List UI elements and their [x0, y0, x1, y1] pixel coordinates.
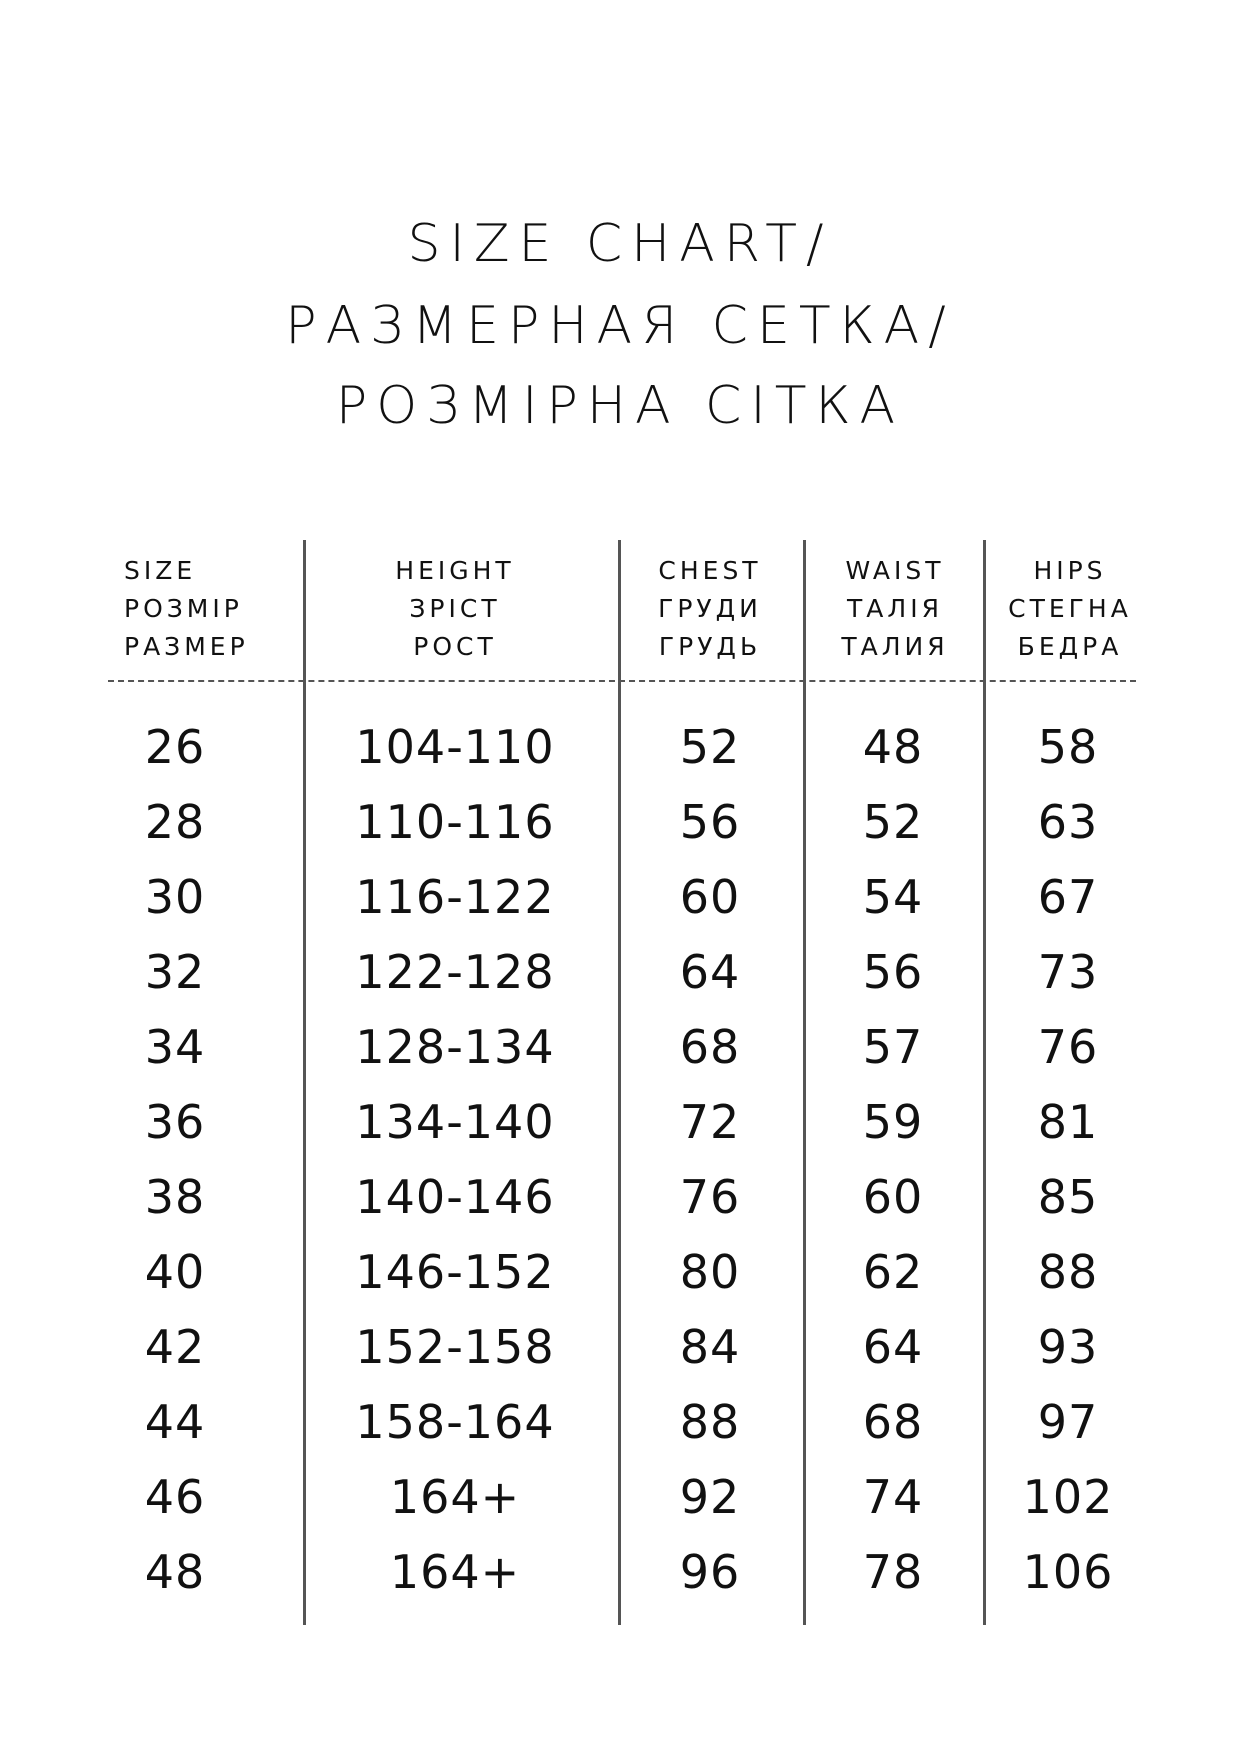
column-divider	[618, 540, 621, 1625]
cell-hips: 81	[1037, 1095, 1099, 1149]
cell-hips: 97	[1037, 1395, 1099, 1449]
cell-waist: 68	[862, 1395, 924, 1449]
header-waist	[815, 552, 975, 666]
cell-hips: 58	[1037, 720, 1099, 774]
cell-size: 42	[144, 1320, 206, 1374]
cell-waist: 59	[862, 1095, 924, 1149]
header-chest-en: CHEST	[658, 556, 762, 585]
cell-waist: 48	[862, 720, 924, 774]
cell-chest: 88	[679, 1395, 741, 1449]
column-divider	[983, 540, 986, 1625]
header-size-en: SIZE	[124, 556, 197, 585]
title-line-english: SIZE CHART/	[407, 214, 833, 274]
cell-chest: 92	[679, 1470, 741, 1524]
header-hips-en: HIPS	[1033, 556, 1107, 585]
cell-hips: 67	[1037, 870, 1099, 924]
cell-size: 48	[144, 1545, 206, 1599]
cell-chest: 60	[679, 870, 741, 924]
cell-hips: 85	[1037, 1170, 1099, 1224]
cell-waist: 60	[862, 1170, 924, 1224]
cell-hips: 73	[1037, 945, 1099, 999]
header-waist-ru: ТАЛИЯ	[841, 632, 949, 661]
header-hips-ru: БЕДРА	[1017, 632, 1123, 661]
cell-chest: 64	[679, 945, 741, 999]
header-size-uk: РОЗМІР	[124, 594, 243, 623]
header-height-en: HEIGHT	[395, 556, 515, 585]
header-hips-uk: СТЕГНА	[1008, 594, 1132, 623]
cell-height: 158-164	[355, 1395, 555, 1449]
cell-height: 134-140	[355, 1095, 555, 1149]
cell-size: 26	[144, 720, 206, 774]
cell-hips: 63	[1037, 795, 1099, 849]
cell-hips: 76	[1037, 1020, 1099, 1074]
cell-size: 40	[144, 1245, 206, 1299]
cell-chest: 84	[679, 1320, 741, 1374]
header-waist-uk: ТАЛІЯ	[847, 594, 943, 623]
header-chest-ru: ГРУДЬ	[658, 632, 762, 661]
cell-waist: 54	[862, 870, 924, 924]
cell-size: 36	[144, 1095, 206, 1149]
header-height-uk: ЗРІСТ	[409, 594, 501, 623]
cell-waist: 64	[862, 1320, 924, 1374]
title-line-ukrainian: РОЗМІРНА СІТКА	[335, 376, 905, 436]
cell-size: 32	[144, 945, 206, 999]
cell-chest: 72	[679, 1095, 741, 1149]
cell-chest: 68	[679, 1020, 741, 1074]
header-divider	[108, 680, 1136, 682]
cell-height: 146-152	[355, 1245, 555, 1299]
cell-waist: 78	[862, 1545, 924, 1599]
cell-hips: 93	[1037, 1320, 1099, 1374]
cell-hips: 102	[1022, 1470, 1114, 1524]
cell-height: 104-110	[355, 720, 555, 774]
cell-height: 164+	[389, 1470, 521, 1524]
cell-waist: 62	[862, 1245, 924, 1299]
cell-size: 34	[144, 1020, 206, 1074]
cell-chest: 80	[679, 1245, 741, 1299]
header-height-ru: РОСТ	[413, 632, 497, 661]
cell-hips: 106	[1022, 1545, 1114, 1599]
cell-height: 152-158	[355, 1320, 555, 1374]
cell-height: 140-146	[355, 1170, 555, 1224]
header-chest	[630, 552, 790, 666]
cell-height: 164+	[389, 1545, 521, 1599]
column-divider	[303, 540, 306, 1625]
cell-size: 46	[144, 1470, 206, 1524]
header-chest-uk: ГРУДИ	[658, 594, 762, 623]
cell-size: 44	[144, 1395, 206, 1449]
header-waist-en: WAIST	[845, 556, 945, 585]
cell-height: 116-122	[355, 870, 555, 924]
cell-height: 122-128	[355, 945, 555, 999]
cell-size: 28	[144, 795, 206, 849]
cell-waist: 57	[862, 1020, 924, 1074]
cell-size: 38	[144, 1170, 206, 1224]
cell-hips: 88	[1037, 1245, 1099, 1299]
cell-height: 128-134	[355, 1020, 555, 1074]
header-hips	[990, 552, 1150, 666]
header-size-ru: РАЗМЕР	[124, 632, 249, 661]
cell-chest: 76	[679, 1170, 741, 1224]
column-divider	[803, 540, 806, 1625]
title-line-russian: РАЗМЕРНАЯ СЕТКА/	[285, 296, 955, 356]
cell-waist: 74	[862, 1470, 924, 1524]
cell-chest: 52	[679, 720, 741, 774]
header-height	[360, 552, 550, 666]
cell-size: 30	[144, 870, 206, 924]
cell-waist: 56	[862, 945, 924, 999]
cell-waist: 52	[862, 795, 924, 849]
cell-chest: 56	[679, 795, 741, 849]
header-size	[124, 552, 249, 666]
cell-chest: 96	[679, 1545, 741, 1599]
cell-height: 110-116	[355, 795, 555, 849]
